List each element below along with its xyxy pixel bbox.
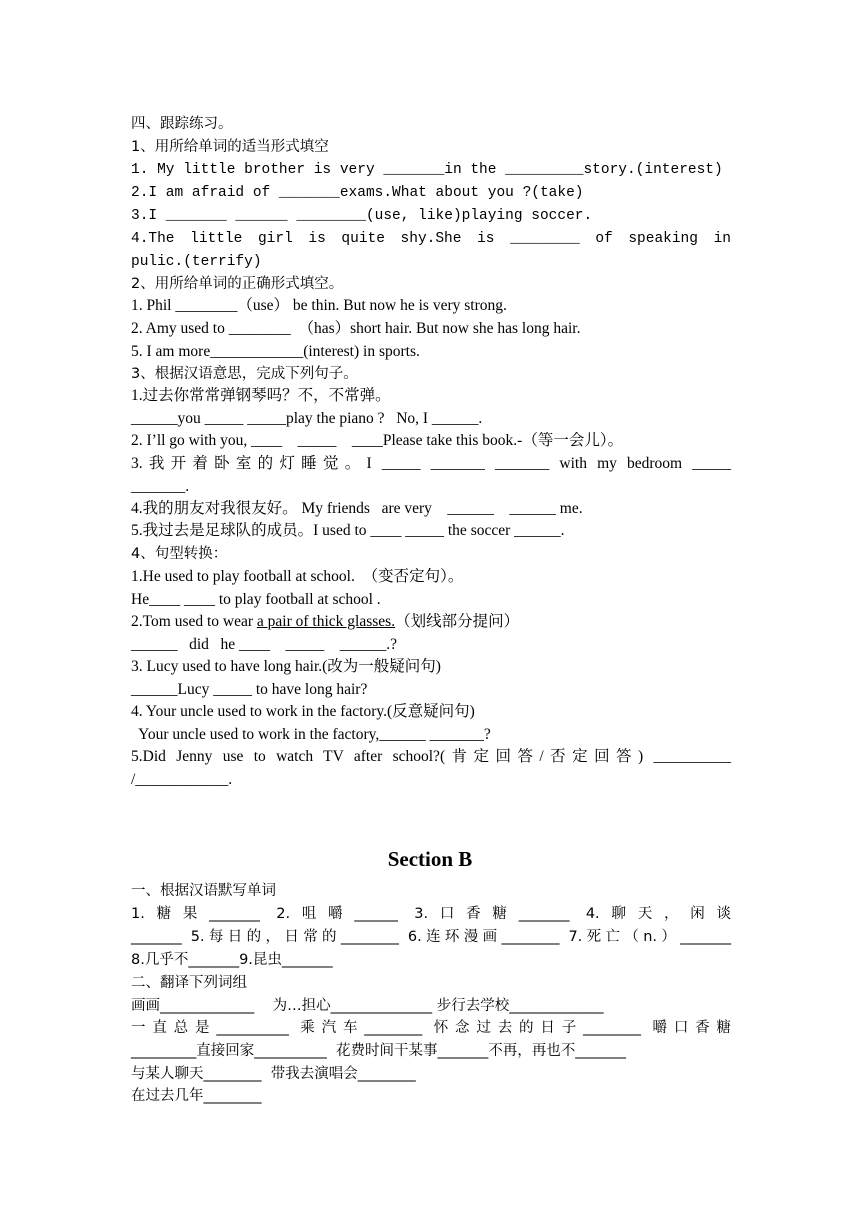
- exercise2-item: 1. Phil ________（use） be thin. But now he is very strong.: [131, 297, 507, 314]
- exercise4-item: He____ ____ to play football at school .: [131, 591, 381, 608]
- exercise1-item: 4.The little girl is quite shy.She is ________ of speaking in: [131, 231, 731, 247]
- exercise4-item: 3. Lucy used to have long hair.(改为一般疑问句): [131, 658, 441, 675]
- part4-heading: 四、跟踪练习。: [131, 116, 233, 132]
- item-text: 2.Tom used to wear: [131, 613, 257, 630]
- exercise4-item: 1.He used to play football at school. （变否定句）。: [131, 568, 464, 585]
- sectionb-part2-heading: 二、翻译下列词组: [131, 975, 247, 991]
- sectionb-part1-line: 1.糖果_______ 2.咀嚼______ 3.口香糖_______ 4.聊天，闲谈: [131, 906, 731, 922]
- sectionb-part1-line: _______ 5.每日的，日常的________ 6.连环漫画________ 7.死亡（n.）_______: [131, 929, 731, 945]
- exercise2-item: 2. Amy used to ________ （has）short hair. But now she has long hair.: [131, 320, 581, 337]
- exercise1-item: 3.I _______ ______ ________(use, like)playing soccer.: [131, 208, 593, 224]
- exercise1-item: 2.I am afraid of _______exams.What about you ?(take): [131, 185, 584, 201]
- exercise3-item: 4.我的朋友对我很友好。 My friends are very ______ ______ me.: [131, 500, 583, 517]
- exercise3-item: 3.我开着卧室的灯睡觉。I _____ _______ _______ with my bedroom _____: [131, 455, 731, 472]
- exercise3-item: _______.: [131, 478, 190, 495]
- exercise3-item: 5.我过去是足球队的成员。I used to ____ _____ the soccer ______.: [131, 522, 565, 539]
- exercise3-item: 2. I’ll go with you, ____ _____ ____Please take this book.-（等一会儿）。: [131, 432, 624, 449]
- exercise1-item: pulic.(terrify): [131, 254, 262, 270]
- exercise4-item: Your uncle used to work in the factory,______ _______?: [131, 726, 491, 743]
- section-b-title: Section B: [387, 847, 473, 871]
- exercise3-item: ______you _____ _____play the piano ? No, I ______.: [131, 410, 483, 427]
- exercise1-item: 1. My little brother is very _______in the _________story.(interest): [131, 162, 723, 178]
- exercise2-item: 5. I am more____________(interest) in sports.: [131, 343, 420, 360]
- sectionb-part2-line: 与某人聊天________ 带我去演唱会________: [131, 1066, 416, 1082]
- sectionb-part2-line: 一直总是__________ 乘汽车________ 怀念过去的日子________ 嚼口香糖: [131, 1020, 731, 1036]
- exercise4-item: ______ did he ____ _____ ______.?: [131, 636, 398, 653]
- exercise4-item: ______Lucy _____ to have long hair?: [131, 681, 368, 698]
- sectionb-part2-line: 画画_____________ 为…担心______________ 步行去学校_____________: [131, 998, 604, 1014]
- underlined-phrase: a pair of thick glasses.: [256, 613, 396, 630]
- item-instruction: （划线部分提问）: [395, 613, 520, 630]
- exercise4-item: 5.Did Jenny use to watch TV after school?(肯定回答/否定回答) __________: [131, 748, 731, 765]
- exercise4-item: /____________.: [131, 771, 233, 788]
- exercise4-title: 4、句型转换：: [131, 546, 228, 562]
- sectionb-part2-line: 在过去几年________: [131, 1088, 262, 1104]
- sectionb-part1-heading: 一、根据汉语默写单词: [131, 883, 276, 899]
- sectionb-part1-line: 8.几乎不_______9.昆虫_______: [131, 952, 333, 968]
- exercise4-item: [131, 612, 731, 632]
- exercise3-item: 1.过去你常常弹钢琴吗？不，不常弹。: [131, 387, 391, 404]
- exercise4-item: 4. Your uncle used to work in the factory.(反意疑问句): [131, 703, 475, 720]
- sectionb-part2-line: _________直接回家__________ 花费时间干某事_______不再，再也不_______: [131, 1043, 626, 1059]
- exercise1-title: 1、用所给单词的适当形式填空: [131, 139, 329, 155]
- exercise2-title: 2、用所给单词的正确形式填空。: [131, 276, 344, 292]
- exercise3-title: 3、根据汉语意思，完成下列句子。: [131, 366, 358, 382]
